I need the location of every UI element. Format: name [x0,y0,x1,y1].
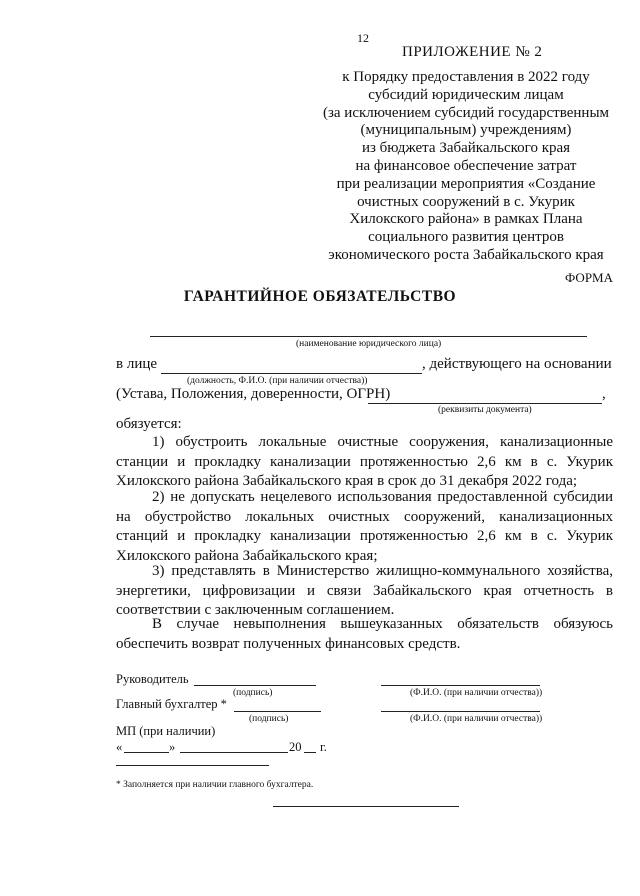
appendix-line: очистных сооружений в с. Укурик [357,193,575,210]
legal-entity-name-line[interactable] [150,336,587,337]
obligation-item-2 [116,488,613,567]
date-close-quote: » [169,740,176,754]
form-label: ФОРМА [565,270,613,285]
obligation-closing [116,615,613,654]
date-month-line[interactable] [180,752,288,753]
appendix-line: субсидий юридическим лицам [368,86,564,103]
stamp-label: МП (при наличии) [116,724,216,738]
appendix-line: на финансовое обеспечение затрат [355,157,577,174]
appendix-title: ПРИЛОЖЕНИЕ № 2 [402,44,543,60]
position-name-line[interactable] [161,373,422,374]
accountant-signature-line[interactable] [234,711,321,712]
item-line: энергетики, цифровизации и связи Забайкальского края отчетность в [116,582,613,599]
date-year-line[interactable] [304,752,316,753]
appendix-line: из бюджета Забайкальского края [361,140,571,157]
document-details-hint: (реквизиты документа) [438,405,532,415]
document-details-line[interactable] [368,403,602,404]
item-line: В случае невыполнения вышеуказанных обязательств обязуюсь [152,616,613,632]
represented-by-suffix: , действующего на основании [422,356,612,372]
obligates-label: обязуется: [116,416,182,432]
item-line: 2) не допускать нецелевого использования предоставленной субсидии [152,489,613,505]
appendix-line: к Порядку предоставления в 2022 году [342,69,590,85]
item-line: Хилокского района Забайкальского края в срок до 31 декабря 2022 года; [116,473,578,490]
appendix-line: Хилокского района» в рамках Плана [349,211,583,228]
page-number: 12 [357,31,369,45]
appendix-line: экономического роста Забайкальского края [328,246,604,263]
footnote-separator [116,765,269,766]
basis-end: , [602,386,606,402]
appendix-line: (муниципальным) учреждениям) [360,122,572,139]
item-line: соответствии с заключенным соглашением. [116,602,395,619]
represented-by-prefix: в лице [116,356,158,372]
item-line: 1) обустроить локальные очистные сооружения, канализационные [152,434,613,450]
appendix-line: при реализации мероприятия «Создание [336,175,596,192]
head-label: Руководитель [116,672,189,686]
accountant-label: Главный бухгалтер * [116,697,227,711]
footnote: * Заполняется при наличии главного бухгалтера. [116,780,314,790]
date-day-line[interactable] [124,752,169,753]
obligation-item-3 [116,562,613,621]
document-title: ГАРАНТИЙНОЕ ОБЯЗАТЕЛЬСТВО [183,288,457,305]
head-signature-hint: (подпись) [233,688,273,698]
obligation-item-1 [116,433,613,492]
item-line: станций и прокладку канализации протяженностью 2,6 км в с. Укурик [116,528,613,545]
item-line: станции и прокладку канализации протяженностью 2,6 км в с. Укурик [116,453,613,470]
item-line: Хилокского района Забайкальского края; [116,548,378,565]
end-separator [273,806,459,807]
date-year-prefix: 20 [289,740,302,754]
head-signature-line[interactable] [194,685,316,686]
item-line: 3) представлять в Министерство жилищно-коммунального хозяйства, [152,563,613,579]
head-name-hint: (Ф.И.О. (при наличии отчества)) [410,688,543,698]
appendix-description [300,69,632,265]
accountant-name-line[interactable] [381,711,540,712]
date-year-suffix: г. [320,740,327,754]
appendix-line: (за исключением субсидий государственным [322,104,610,121]
accountant-name-hint: (Ф.И.О. (при наличии отчества)) [410,714,543,724]
item-line: обеспечить возврат полученных финансовых средств. [116,635,461,652]
item-line: на обустройство локальных очистных сооружений, канализационных [116,508,613,525]
date-open-quote: « [116,740,123,754]
legal-entity-hint: (наименование юридического лица) [296,339,442,349]
position-name-hint: (должность, Ф.И.О. (при наличии отчества)) [187,376,368,386]
head-name-line[interactable] [381,685,540,686]
accountant-signature-hint: (подпись) [249,714,289,724]
appendix-line: социального развития центров [368,229,564,246]
basis-text: (Устава, Положения, доверенности, ОГРН) [116,386,391,402]
